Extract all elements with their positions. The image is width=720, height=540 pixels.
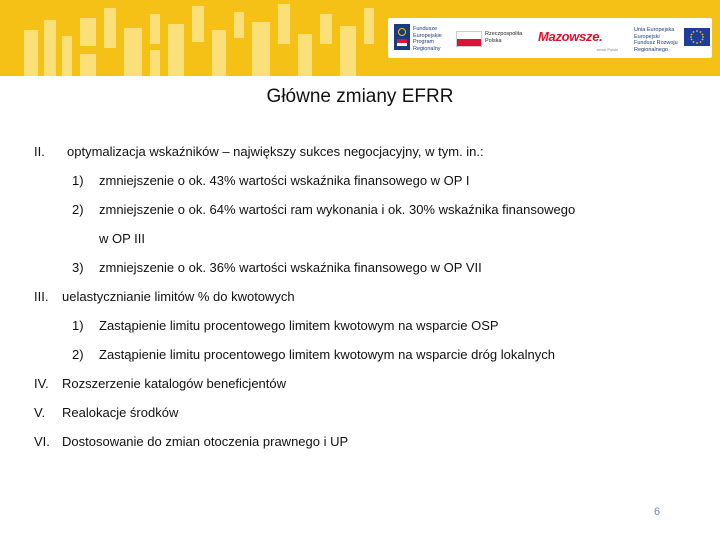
- list-item: Zastąpienie limitu procentowego limitem kwotowym na wsparcie OSP: [99, 318, 499, 333]
- unia-europejska-text: Unia Europejska Europejski Fundusz Rozwoju Regionalnego: [634, 27, 678, 53]
- list-item: zmniejszenie o ok. 36% wartości wskaźnika finansowego w OP VII: [99, 260, 482, 275]
- fundusze-europejskie-text: Fundusze Europejskie Program Regionalny: [413, 26, 442, 52]
- list-item: zmniejszenie o ok. 43% wartości wskaźnika finansowego w OP I: [99, 173, 470, 188]
- section-heading: uelastycznianie limitów % do kwotowych: [62, 289, 295, 304]
- section-heading: Dostosowanie do zmian otoczenia prawnego i UP: [62, 434, 349, 449]
- item-marker: 1): [72, 318, 84, 333]
- item-marker: 2): [72, 347, 84, 362]
- item-marker: 3): [72, 260, 84, 275]
- header-pattern: [0, 0, 390, 76]
- list-item: Zastąpienie limitu procentowego limitem kwotowym na wsparcie dróg lokalnych: [99, 347, 555, 362]
- fundusze-europejskie-logo: [394, 18, 454, 58]
- unia-europejska-logo: [628, 18, 712, 58]
- mazowsze-subtext: serce Polski: [596, 47, 618, 52]
- item-marker: 1): [72, 173, 84, 188]
- item-marker: 2): [72, 202, 84, 217]
- section-heading: Realokacje środków: [62, 405, 179, 420]
- eu-flag-icon: [684, 28, 710, 46]
- section-numeral: II.: [34, 144, 45, 159]
- logo-strip: [388, 18, 712, 58]
- section-heading: optymalizacja wskaźników – największy sukces negocjacyjny, w tym. in.:: [67, 144, 484, 159]
- slide-title: Główne zmiany EFRR: [266, 86, 454, 107]
- section-numeral: IV.: [34, 376, 49, 391]
- list-item: zmniejszenie o ok. 64% wartości ram wykonania i ok. 30% wskaźnika finansowego: [99, 202, 576, 217]
- section-heading: Rozszerzenie katalogów beneficjentów: [62, 376, 287, 391]
- mazowsze-logo: [538, 18, 622, 58]
- page-number: 6: [654, 506, 661, 518]
- rzeczpospolita-polska-logo: [456, 18, 536, 58]
- section-numeral: III.: [34, 289, 49, 304]
- list-item-continuation: w OP III: [99, 231, 145, 246]
- rzeczpospolita-polska-text: Rzeczpospolita Polska: [485, 31, 523, 44]
- header-band: [0, 0, 720, 76]
- mazowsze-text: Mazowsze.: [538, 29, 603, 44]
- fundusze-europejskie-icon: [394, 24, 410, 50]
- section-numeral: VI.: [34, 434, 50, 449]
- polish-flag-icon: [456, 31, 482, 47]
- section-numeral: V.: [34, 405, 46, 420]
